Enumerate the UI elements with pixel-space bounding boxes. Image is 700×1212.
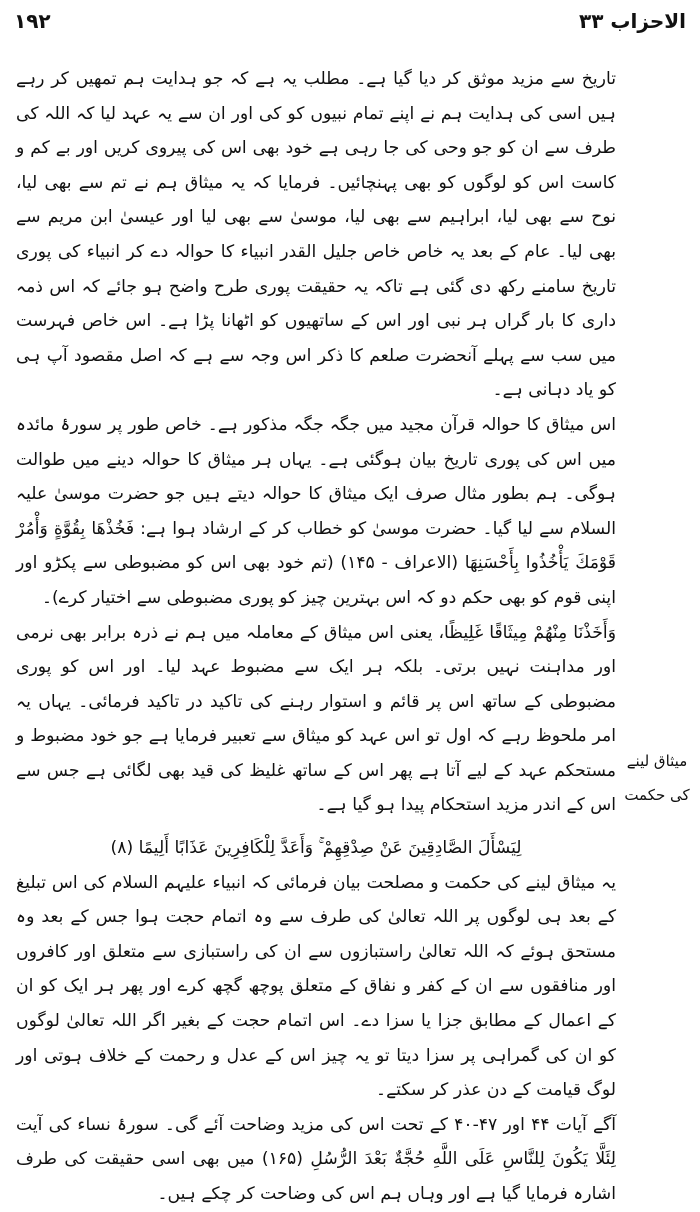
paragraph: وَأَخَذْنَا مِنْهُمْ مِيثَاقًا غَلِيظًا، یعنی اس میثاق کے معاملہ میں ہم نے ذرہ برابر بھی نرمی اور مداہنت نہیں برتی۔ بلکہ ہر ایک سے مضبوط عہد لیا۔ اور اس کو پوری مضبوطی کے ساتھ اس پر قائم و استوار رہنے کی تاکید در تاکید فرمائی۔ یہاں یہ امر ملحوظ رہے کہ اول تو اس عہد کو میثاق سے تعبیر فرمایا ہے جو خود مضبوط و مستحکم عہد کے لیے آتا ہے پھر اس کے ساتھ غلیظ کی قید بھی لگائی ہے جس سے اس کے اندر مزید استحکام پیدا ہو گیا ہے۔ xyxy=(16,622,616,816)
page-number: ۱۹۲ xyxy=(14,9,51,33)
paragraph: آگے آیات ۴۴ اور ۴۷-۴۰ کے تحت اس کی مزید وضاحت آئے گی۔ سورۂ نساء کی آیت لِئَلَّا يَكُونَ لِلنَّاسِ عَلَى اللَّهِ حُجَّةٌ بَعْدَ الرُّسُلِ (۱۶۵) میں بھی اسی حقیقت کی طرف اشارہ فرمایا گیا ہے اور وہاں ہم اس کی وضاحت کر چکے ہیں۔ xyxy=(16,1114,616,1204)
paragraph: یہ میثاق لینے کی حکمت و مصلحت بیان فرمائی کہ انبیاء علیہم السلام کی اس تبلیغ کے بعد ہی لوگوں پر اللہ تعالیٰ کی طرف سے وہ اتمام حجت ہوا جس کے بعد وہ مستحق ہوئے کہ اللہ تعالیٰ راستبازوں سے ان کی راستبازی سے متعلق اور کافروں اور منافقوں سے ان کے کفر و نفاق کے متعلق پوچھ گچھ کرے اور پھر ہر ایک کو ان کے اعمال کے مطابق جزا یا سزا دے۔ اس اتمام حجت کے بغیر اگر اللہ تعالیٰ لوگوں کو ان کی گمراہی پر سزا دیتا تو یہ چیز اس کے عدل و رحمت کے خلاف ہوتی اور لوگ قیامت کے دن عذر کر سکتے۔ xyxy=(16,872,616,1101)
quran-verse: لِيَسْأَلَ الصَّادِقِينَ عَنْ صِدْقِهِمْ ۚ وَأَعَدَّ لِلْكَافِرِينَ عَذَابًا أَلِيمًا (۸) xyxy=(110,838,522,859)
surah-title: الاحزاب ۳۳ xyxy=(579,9,686,33)
paragraph: تاریخ سے مزید موثق کر دیا گیا ہے۔ مطلب یہ ہے کہ جو ہدایت ہم تمھیں کر رہے ہیں اسی کی ہدایت ہم نے اپنے تمام نبیوں کو کی اور ان سے یہ عہد لیا کہ اللہ کی طرف سے ان کو جو وحی کی جا رہی ہے خود بھی اس کی پیروی کریں اور بے کم و کاست اس کو لوگوں کو بھی پہنچائیں۔ فرمایا کہ یہ میثاق ہم نے تم سے بھی لیا، نوح سے بھی لیا، ابراہیم سے بھی لیا، موسیٰ سے بھی لیا اور عیسیٰ ابن مریم سے بھی لیا۔ عام کے بعد یہ خاص خاص جلیل القدر انبیاء کا حوالہ دے کر انبیاء کی پوری تاریخ سامنے رکھ دی گئی ہے تاکہ یہ حقیقت پوری طرح واضح ہو جائے کہ اس ذمہ داری کا بار گراں ہر نبی اور اس کے ساتھیوں کو اٹھانا پڑا ہے۔ اس خاص فہرست میں سب سے پہلے آنحضرت صلعم کا ذکر اس وجہ سے ہے کہ اصل مقصود آپ ہی کو یاد دہانی ہے۔ xyxy=(16,69,616,401)
paragraph: اس میثاق کا حوالہ قرآن مجید میں جگہ جگہ مذکور ہے۔ خاص طور پر سورۂ مائدہ میں اس کی پوری تاریخ بیان ہوگئی ہے۔ یہاں ہر میثاق کا حوالہ دینے میں طوالت ہوگی۔ ہم بطور مثال صرف ایک میثاق کا حوالہ دیتے ہیں جو حضرت موسیٰ علیہ السلام سے لیا گیا۔ حضرت موسیٰ کو خطاب کر کے ارشاد ہوا ہے: فَخُذْهَا بِقُوَّةٍ وَأْمُرْ قَوْمَكَ يَأْخُذُوا بِأَحْسَنِهَا (الاعراف - ۱۴۵) (تم خود بھی اس کو مضبوطی سے پکڑو اور اپنی قوم کو بھی حکم دو کہ اس بہترین چیز کو پوری مضبوطی سے اختیار کرے)۔ xyxy=(16,414,616,608)
main-text xyxy=(16,62,616,1212)
margin-note: میثاق لینے کی حکمت xyxy=(624,752,690,804)
page-header xyxy=(14,4,686,38)
